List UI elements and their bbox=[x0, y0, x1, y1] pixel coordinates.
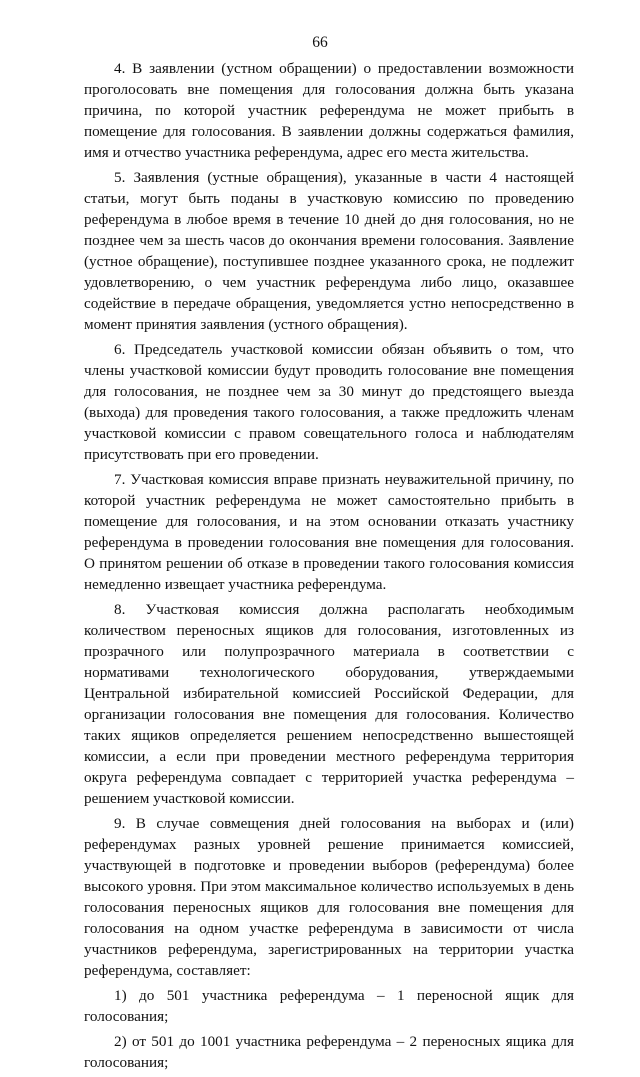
list-item-2: 2) от 501 до 1001 участника референдума – 2 переносных ящика для голосования; bbox=[84, 1033, 574, 1071]
list-item-1: 1) до 501 участника референдума – 1 переносной ящик для голосования; bbox=[84, 987, 574, 1025]
paragraph-8: 8. Участковая комиссия должна располагать необходимым количеством переносных ящиков для голосования, изготовленных из прозрачного или полупрозрачного материала в соответствии с нормативами технологического оборудования, утверждаемыми Центральной избирательной комиссией Российской Федерации, для организации голосования вне помещения для голосования. Количество таких ящиков определяется решением непосредственно вышестоящей комиссии, а если при проведении местного референдума территория округа референдума совпадает с территорией участка референдума – решением участковой комиссии. bbox=[84, 601, 574, 807]
paragraph-7: 7. Участковая комиссия вправе признать неуважительной причину, по которой участник референдума не может самостоятельно прибыть в помещение для голосования, и на этом основании отказать участнику референдума в проведении голосования вне помещения для голосования. О принятом решении об отказе в проведении такого голосования комиссия немедленно извещает участника референдума. bbox=[84, 471, 574, 593]
paragraph-4: 4. В заявлении (устном обращении) о предоставлении возможности проголосовать вне помещения для голосования должна быть указана причина, по которой участник референдума не может прибыть в помещение для голосования. В заявлении должны содержаться фамилия, имя и отчество участника референдума, адрес его места жительства. bbox=[84, 60, 574, 161]
paragraph-6: 6. Председатель участковой комиссии обязан объявить о том, что члены участковой комиссии будут проводить голосование вне помещения для голосования, не позднее чем за 30 минут до предстоящего выезда (выхода) для проведения такого голосования, а также предложить членам участковой комиссии с правом совещательного голоса и наблюдателям присутствовать при его проведении. bbox=[84, 341, 574, 463]
page-number: 66 bbox=[312, 34, 328, 51]
document-body bbox=[84, 58, 574, 1077]
paragraph-9: 9. В случае совмещения дней голосования на выборах и (или) референдумах разных уровней решение принимается комиссией, участвующей в подготовке и проведении выборов (референдума) более высокого уровня. При этом максимальное количество используемых в день голосования переносных ящиков для голосования вне помещения для голосования на одном участке референдума в зависимости от числа участников референдума, зарегистрированных на территории участка референдума, составляет: bbox=[84, 815, 574, 979]
paragraph-5: 5. Заявления (устные обращения), указанные в части 4 настоящей статьи, могут быть поданы в участковую комиссию по проведению референдума в любое время в течение 10 дней до дня голосования, но не позднее чем за шесть часов до окончания времени голосования. Заявление (устное обращение), поступившее позднее указанного срока, не подлежит удовлетворению, о чем участник референдума либо лицо, оказавшее содействие в передаче обращения, уведомляется устно непосредственно в момент принятия заявления (устного обращения). bbox=[84, 169, 574, 333]
